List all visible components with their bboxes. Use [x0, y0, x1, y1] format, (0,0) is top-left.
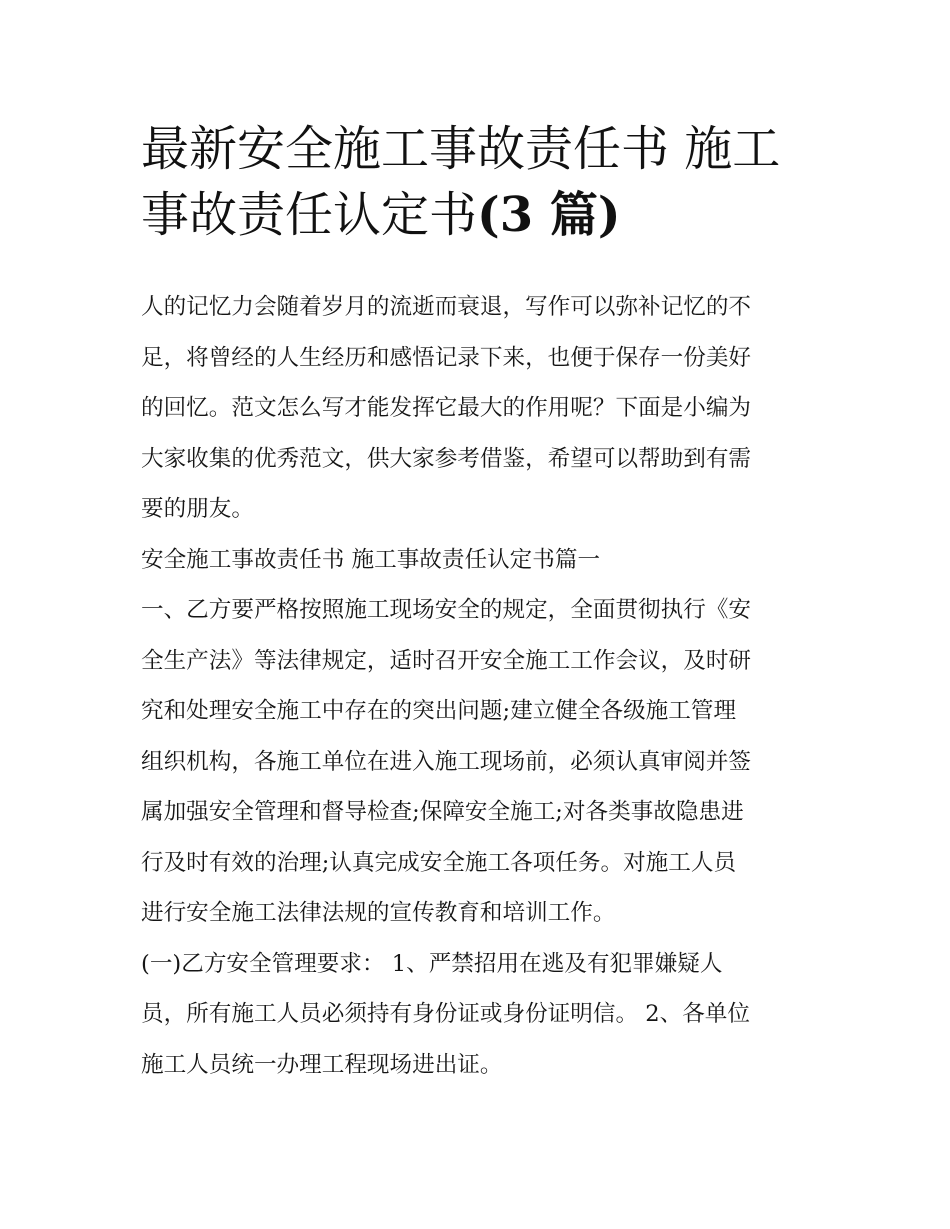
document-title — [141, 116, 821, 248]
text-line: (一)乙方安全管理要求： 1、严禁招用在逃及有犯罪嫌疑人 — [141, 950, 723, 977]
text-line: 员，所有施工人员必须持有身份证或身份证明信。 2、各单位 — [141, 1001, 750, 1027]
title-line-2-count: (3 篇) — [477, 187, 621, 243]
text-line: 全生产法》等法律规定，适时召开安全施工工作会议，及时研 — [141, 647, 752, 674]
section-heading — [141, 535, 813, 586]
text-line: 的回忆。范文怎么写才能发挥它最大的作用呢？下面是小编为 — [141, 395, 752, 421]
text-line: 行及时有效的治理;认真完成安全施工各项任务。对施工人员 — [141, 849, 737, 876]
text-line: 组织机构，各施工单位在进入施工现场前，必须认真审阅并签 — [141, 748, 752, 775]
text-line: 大家收集的优秀范文，供大家参考借鉴，希望可以帮助到有需 — [141, 445, 752, 472]
text-line: 施工人员统一办理工程现场进出证。 — [141, 1051, 503, 1078]
title-line-2-text: 事故责任认定书 — [141, 187, 478, 243]
text-line: 足，将曾经的人生经历和感悟记录下来，也便于保存一份美好 — [141, 344, 752, 371]
text-line: 究和处理安全施工中存在的突出问题;建立健全各级施工管理 — [141, 698, 737, 724]
text-line: 人的记忆力会随着岁月的流逝而衰退，写作可以弥补记忆的不 — [141, 294, 752, 320]
text-line: 一、乙方要严格按照施工现场安全的规定，全面贯彻执行《安 — [141, 597, 752, 623]
text-line: 安全施工事故责任书 施工事故责任认定书篇一 — [141, 546, 601, 573]
text-line: 属加强安全管理和督导检查;保障安全施工;对各类事故隐患进 — [141, 799, 744, 825]
title-line-2 — [141, 182, 821, 248]
text-line: 进行安全施工法律法规的宣传教育和培训工作。 — [141, 900, 616, 926]
clause-paragraph — [141, 585, 813, 939]
text-line: 要的朋友。 — [141, 496, 254, 522]
title-line-1: 最新安全施工事故责任书 施工 — [141, 121, 781, 177]
intro-paragraph — [141, 282, 813, 535]
document-body — [141, 282, 813, 1090]
sub-clause-paragraph — [141, 939, 813, 1091]
